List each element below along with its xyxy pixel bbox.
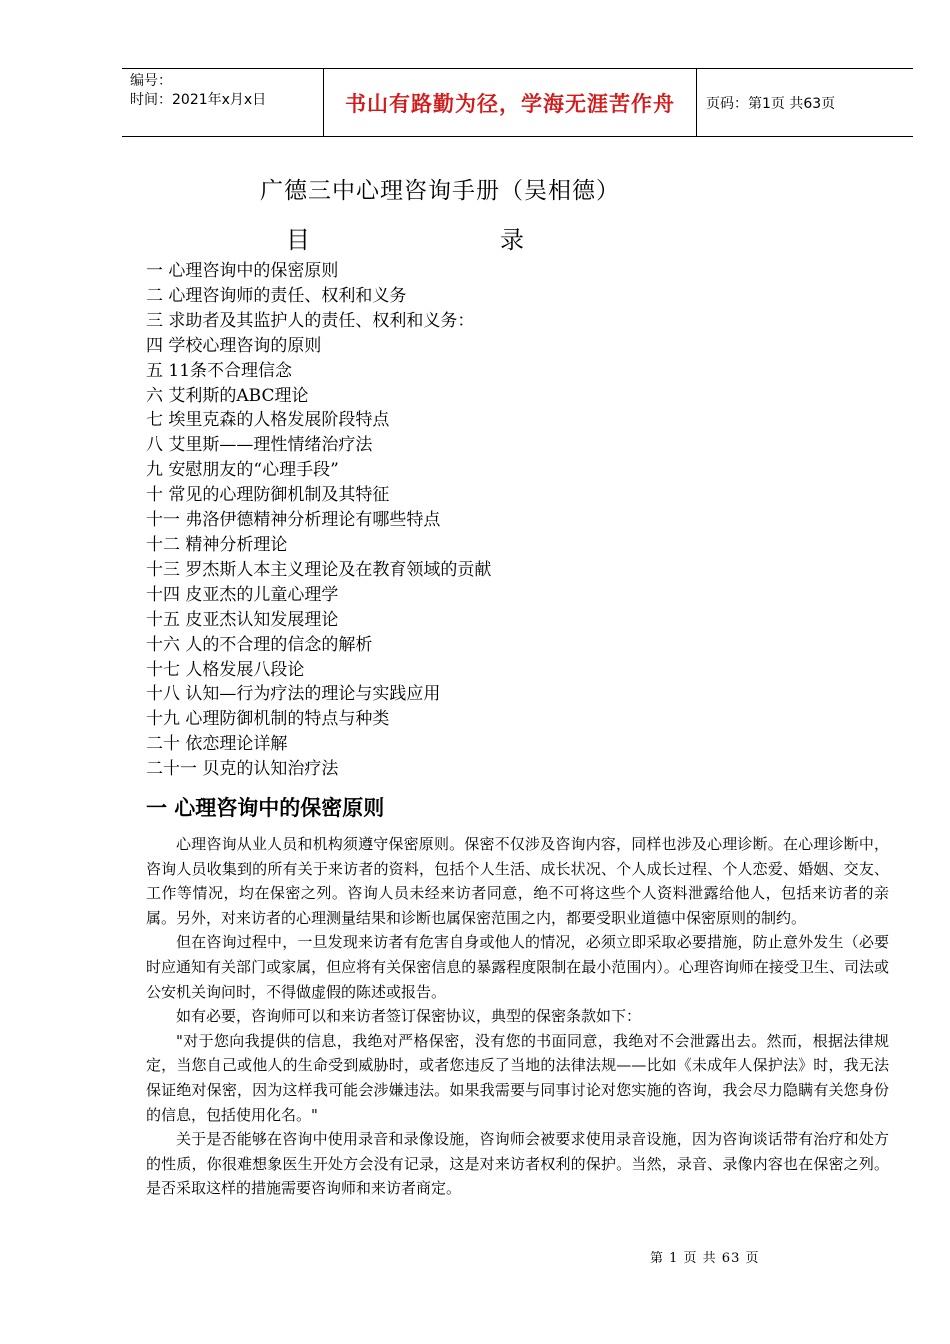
body-paragraph: "对于您向我提供的信息，我绝对严格保密，没有您的书面同意，我绝对不会泄露出去。然而，根据法律规定，当您自己或他人的生命受到威胁时，或者您违反了当地的法律法规——比如《未成年人保护法》时，我无法保证绝对保密，因为这样我可能会涉嫌违法。如果我需要与同事讨论对您实施的咨询，我会尽力隐瞒有关您身份的信息，包括使用化名。" bbox=[146, 1031, 889, 1124]
header-motto: 书山有路勤为径，学海无涯苦作舟 bbox=[345, 91, 675, 116]
toc-item[interactable]: 七 埃里克森的人格发展阶段特点 bbox=[146, 410, 390, 431]
toc-item[interactable]: 十七 人格发展八段论 bbox=[146, 659, 305, 680]
toc-item[interactable]: 十 常见的心理防御机制及其特征 bbox=[146, 485, 390, 506]
header-time: 时间：2021年x月x日 bbox=[130, 92, 267, 108]
header-page-number: 页码：第1页 共63页 bbox=[706, 95, 836, 112]
toc-item[interactable]: 一 心理咨询中的保密原则 bbox=[146, 261, 339, 281]
toc-item[interactable]: 十一 弗洛伊德精神分析理论有哪些特点 bbox=[146, 510, 441, 531]
toc-item[interactable]: 五 11条不合理信念 bbox=[146, 360, 293, 381]
table-of-contents bbox=[146, 259, 491, 782]
toc-item[interactable]: 十五 皮亚杰认知发展理论 bbox=[146, 609, 339, 630]
toc-item[interactable]: 十九 心理防御机制的特点与种类 bbox=[146, 709, 390, 730]
toc-item[interactable]: 十二 精神分析理论 bbox=[146, 534, 288, 555]
section-title: 一 心理咨询中的保密原则 bbox=[146, 796, 385, 820]
header-meta bbox=[130, 72, 322, 110]
toc-item[interactable]: 十四 皮亚杰的儿童心理学 bbox=[146, 584, 339, 605]
toc-item[interactable]: 九 安慰朋友的“心理手段” bbox=[146, 460, 339, 481]
toc-item[interactable]: 二 心理咨询师的责任、权利和义务 bbox=[146, 285, 407, 306]
body-paragraph: 如有必要，咨询师可以和来访者签订保密协议，典型的保密条款如下： bbox=[176, 1007, 642, 1026]
toc-item[interactable]: 四 学校心理咨询的原则 bbox=[146, 335, 322, 356]
toc-item[interactable]: 三 求助者及其监护人的责任、权利和义务： bbox=[146, 310, 475, 331]
toc-item[interactable]: 十八 认知—行为疗法的理论与实践应用 bbox=[146, 684, 441, 705]
toc-item[interactable]: 十六 人的不合理的信念的解析 bbox=[146, 634, 373, 655]
page-header bbox=[122, 68, 913, 137]
toc-item[interactable]: 十三 罗杰斯人本主义理论及在教育领域的贡献 bbox=[146, 559, 492, 580]
toc-item[interactable]: 八 艾里斯——理性情绪治疗法 bbox=[146, 435, 373, 456]
document-title: 广德三中心理咨询手册（吴相德） bbox=[260, 178, 620, 204]
page-footer: 第 1 页 共 63 页 bbox=[650, 1251, 760, 1266]
header-number: 编号： bbox=[130, 73, 172, 89]
body-paragraph: 但在咨询过程中，一旦发现来访者有危害自身或他人的情况，必须立即采取必要措施，防止意外发生（必要时应通知有关部门或家属，但应将有关保密信息的暴露程度限制在最小范围内）。心理咨询师在接受卫生、司法或公安机关询问时，不得做虚假的陈述或报告。 bbox=[146, 933, 889, 1001]
toc-item[interactable]: 二十一 贝克的认知治疗法 bbox=[146, 759, 339, 780]
header-divider bbox=[696, 69, 697, 136]
body-paragraph: 心理咨询从业人员和机构须遵守保密原则。保密不仅涉及咨询内容，同样也涉及心理诊断。在心理诊断中，咨询人员收集到的所有关于来访者的资料，包括个人生活、成长状况、个人成长过程、个人恋爱、婚姻、交友、工作等情况，均在保密之列。咨询人员未经来访者同意，绝不可将这些个人资料泄露给他人，包括来访者的亲属。另外，对来访者的心理测量结果和诊断也属保密范围之内，都要受职业道德中保密原则的制约。 bbox=[146, 835, 889, 927]
body-paragraph: 关于是否能够在咨询中使用录音和录像设施，咨询师会被要求使用录音设施，因为咨询谈话带有治疗和处方的性质，你很难想象医生开处方会没有记录，这是对来访者权利的保护。当然，录音、录像内容也在保密之列。是否采取这样的措施需要咨询师和来访者商定。 bbox=[146, 1130, 889, 1198]
toc-heading-char: 录 bbox=[500, 226, 524, 254]
toc-heading-char: 目 bbox=[286, 226, 310, 254]
section-body bbox=[146, 832, 889, 1201]
toc-item[interactable]: 二十 依恋理论详解 bbox=[146, 734, 288, 755]
toc-item[interactable]: 六 艾利斯的ABC理论 bbox=[146, 385, 309, 406]
